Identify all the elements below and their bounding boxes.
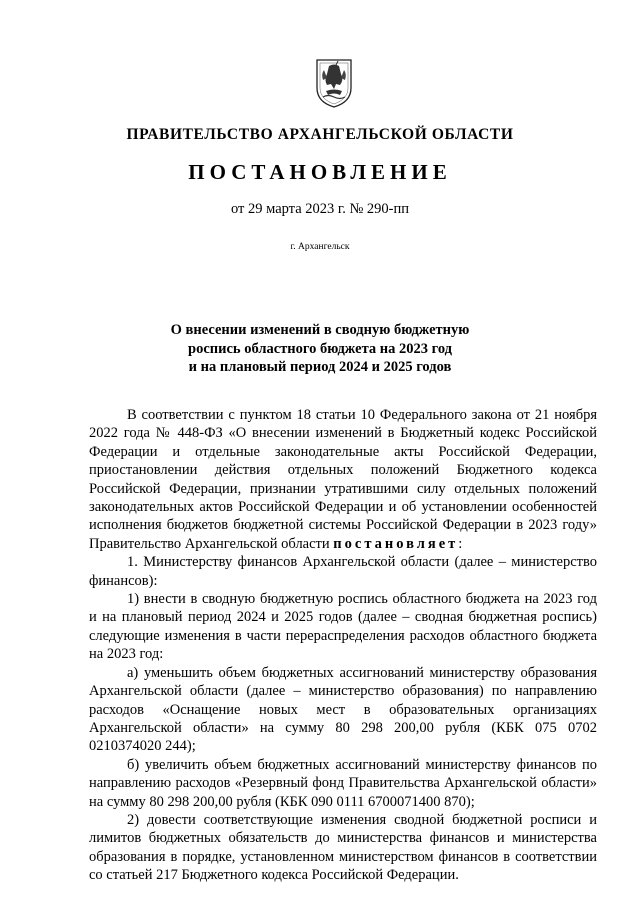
paragraph-item-b: б) увеличить объем бюджетных ассигнований министерству финансов по направлению расходов «Резервный фонд Правительства Архангельской области» на сумму 80 298 200,00 рубля (КБК 090 0111 6700071400 870); bbox=[89, 756, 597, 810]
paragraph-item-1-2: 2) довести соответствующие изменения сводной бюджетной росписи и лимитов бюджетных обязательств до министерства финансов и министерства образования в порядке, установленном министерством финансов в соответствии со статьей 217 Бюджетного кодекса Российской Федерации. bbox=[89, 811, 597, 884]
document-type: ПОСТАНОВЛЕНИЕ bbox=[188, 160, 452, 184]
preamble-paragraph bbox=[89, 406, 597, 553]
paragraph-item-1-1: 1) внести в сводную бюджетную роспись областного бюджета на 2023 год и на плановый период 2024 и 2025 годов (далее – сводная бюджетная роспись) следующие изменения в части перераспределения расходов областного бюджета на 2023 год: bbox=[89, 591, 597, 663]
colon: : bbox=[458, 535, 463, 552]
document-body bbox=[89, 406, 597, 885]
subject-line: роспись областного бюджета на 2023 год bbox=[188, 340, 452, 357]
document-subject bbox=[0, 321, 640, 377]
preamble-text: В соответствии с пунктом 18 статьи 10 Федерального закона от 21 ноября 2022 года № 448-ФЗ «О внесении изменений в Бюджетный кодекс Российской Федерации и отдельные законодательные акты Российской Федерации, приостановлении действия отдельных положений Бюджетного кодекса Российской Федерации, признании утратившими силу отдельных положений законодательных актов Российской Федерации и об установлении особенностей исполнения бюджетов бюджетной системы Российской Федерации в 2023 году» Правительство Архангельской области bbox=[89, 407, 597, 552]
coat-of-arms-emblem bbox=[314, 58, 354, 108]
document-date-number: от 29 марта 2023 г. № 290-пп bbox=[230, 201, 410, 217]
paragraph-item-a: а) уменьшить объем бюджетных ассигнований министерству образования Архангельской области (далее – министерство образования) по направлению расходов «Оснащение новых мест в образовательных организациях Архангельской области» на сумму 80 298 200,00 рубля (КБК 075 0702 0210374020 244); bbox=[89, 664, 597, 755]
document-city: г. Архангельск bbox=[290, 242, 350, 252]
paragraph-item-1: 1. Министерству финансов Архангельской области (далее – министерство финансов): bbox=[89, 554, 597, 589]
organization-name: ПРАВИТЕЛЬСТВО АРХАНГЕЛЬСКОЙ ОБЛАСТИ bbox=[126, 126, 514, 143]
subject-line: и на плановый период 2024 и 2025 годов bbox=[188, 359, 452, 375]
resolves-keyword: постановляет bbox=[333, 535, 459, 552]
subject-line: О внесении изменений в сводную бюджетную bbox=[170, 322, 470, 338]
